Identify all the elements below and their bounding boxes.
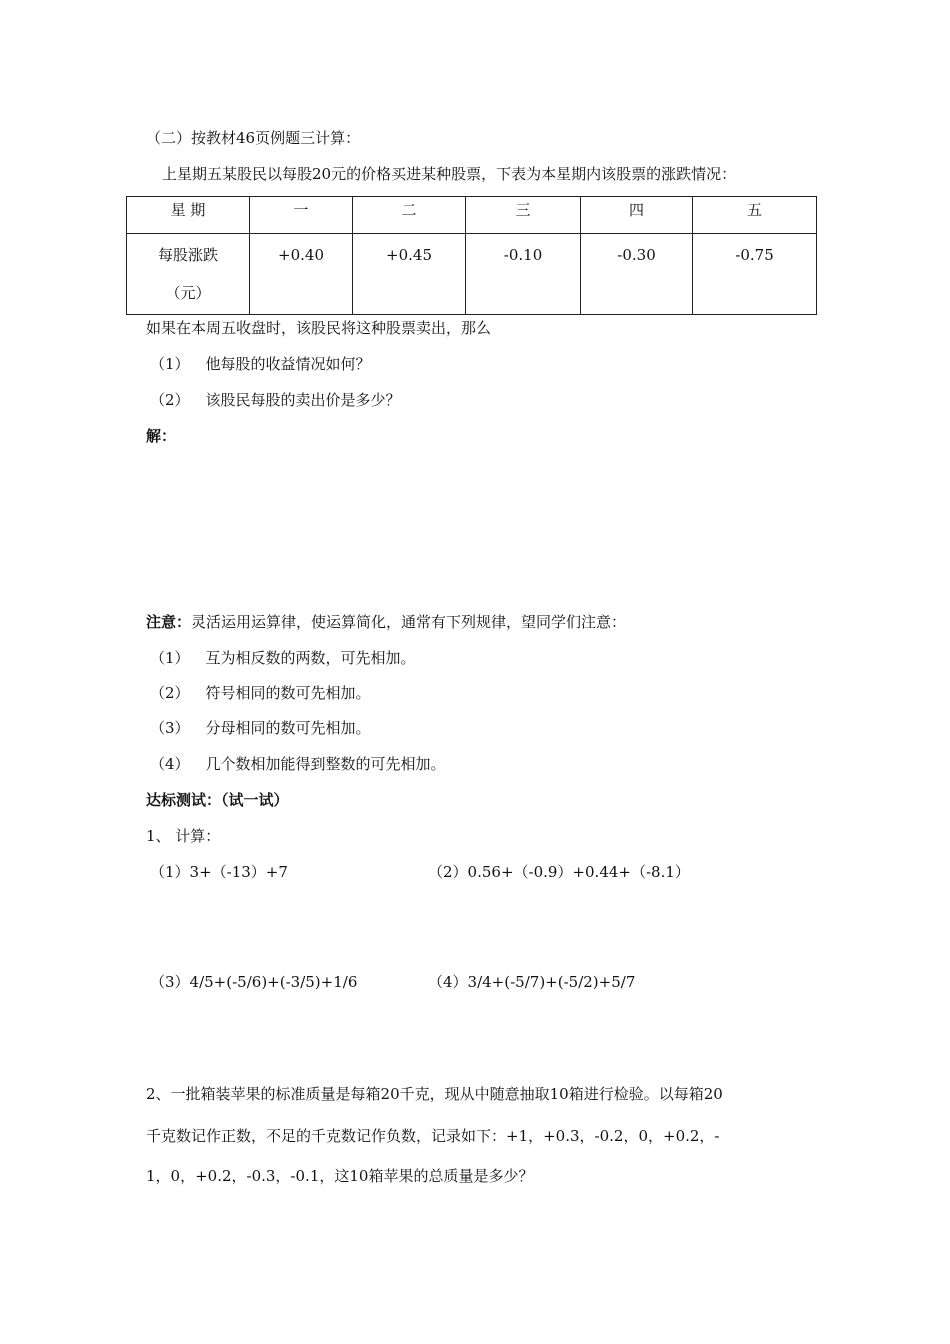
question-number: （1）: [150, 355, 190, 373]
question-intro: 如果在本周五收盘时，该股民将这种股票卖出，那么: [146, 319, 492, 337]
row-label-line1: 每股涨跌: [157, 246, 218, 264]
note-text: 灵活运用运算律，使运算简化，通常有下列规律，望同学们注意：: [191, 613, 627, 631]
table-row: [127, 197, 817, 234]
question-text: 该股民每股的卖出价是多少？: [205, 391, 401, 409]
problem-intro: 上星期五某股民以每股20元的价格买进某种股票，下表为本星期内该股票的涨跌情况：: [162, 165, 737, 183]
note-item-number: （4）: [150, 755, 190, 773]
exercise-item: （2）0.56+（-0.9）+0.44+（-8.1）: [428, 863, 690, 881]
exercise-2-line: 千克数记作正数，不足的千克数记作负数，记录如下：+1，+0.3，-0.2，0，+0.2，-: [146, 1127, 720, 1145]
table-row: [127, 234, 817, 315]
exercise-item: （4）3/4+(-5/7)+(-5/2)+5/7: [428, 973, 636, 991]
question-text: 他每股的收益情况如何？: [205, 355, 371, 373]
question-item: [150, 390, 401, 410]
note-line: [146, 612, 626, 632]
table-cell: +0.40: [250, 234, 353, 315]
table-header-cell: 二: [353, 197, 466, 234]
note-item-number: （3）: [150, 719, 190, 737]
table-header-cell: 五: [693, 197, 817, 234]
exercise-2-line: 2、一批箱装苹果的标准质量是每箱20千克，现从中随意抽取10箱进行检验。以每箱20: [146, 1085, 723, 1103]
note-item-text: 分母相同的数可先相加。: [205, 719, 371, 737]
note-item-text: 符号相同的数可先相加。: [205, 684, 371, 702]
table-header-cell: 四: [581, 197, 693, 234]
exercise-item: （3）4/5+(-5/6)+(-3/5)+1/6: [150, 973, 358, 991]
table-header-cell: 一: [250, 197, 353, 234]
row-label-line2: （元）: [165, 284, 211, 302]
note-item: [150, 754, 446, 774]
section-heading: （二）按教材46页例题三计算：: [146, 129, 361, 147]
exercise-2-line: 1，0，+0.2，-0.3，-0.1，这10箱苹果的总质量是多少？: [146, 1167, 534, 1185]
stock-change-table: [126, 196, 817, 315]
note-item-number: （1）: [150, 649, 190, 667]
question-item: [150, 354, 371, 374]
table-cell: -0.10: [466, 234, 581, 315]
exercise-1-label: 1、 计算：: [146, 827, 221, 845]
note-item: [150, 718, 371, 738]
table-row-label: [127, 234, 250, 315]
solution-label: 解：: [146, 427, 177, 445]
note-item: [150, 683, 371, 703]
note-item: [150, 648, 416, 668]
table-cell: -0.75: [693, 234, 817, 315]
question-number: （2）: [150, 391, 190, 409]
table-cell: -0.30: [581, 234, 693, 315]
note-item-text: 几个数相加能得到整数的可先相加。: [205, 755, 446, 773]
table-cell: +0.45: [353, 234, 466, 315]
test-heading: 达标测试：（试一试）: [146, 791, 289, 809]
table-header-cell: 三: [466, 197, 581, 234]
exercise-item: （1）3+（-13）+7: [150, 863, 288, 881]
note-item-number: （2）: [150, 684, 190, 702]
note-label: 注意：: [146, 613, 192, 631]
table-header-cell: 星 期: [127, 197, 250, 234]
note-item-text: 互为相反数的两数，可先相加。: [205, 649, 416, 667]
